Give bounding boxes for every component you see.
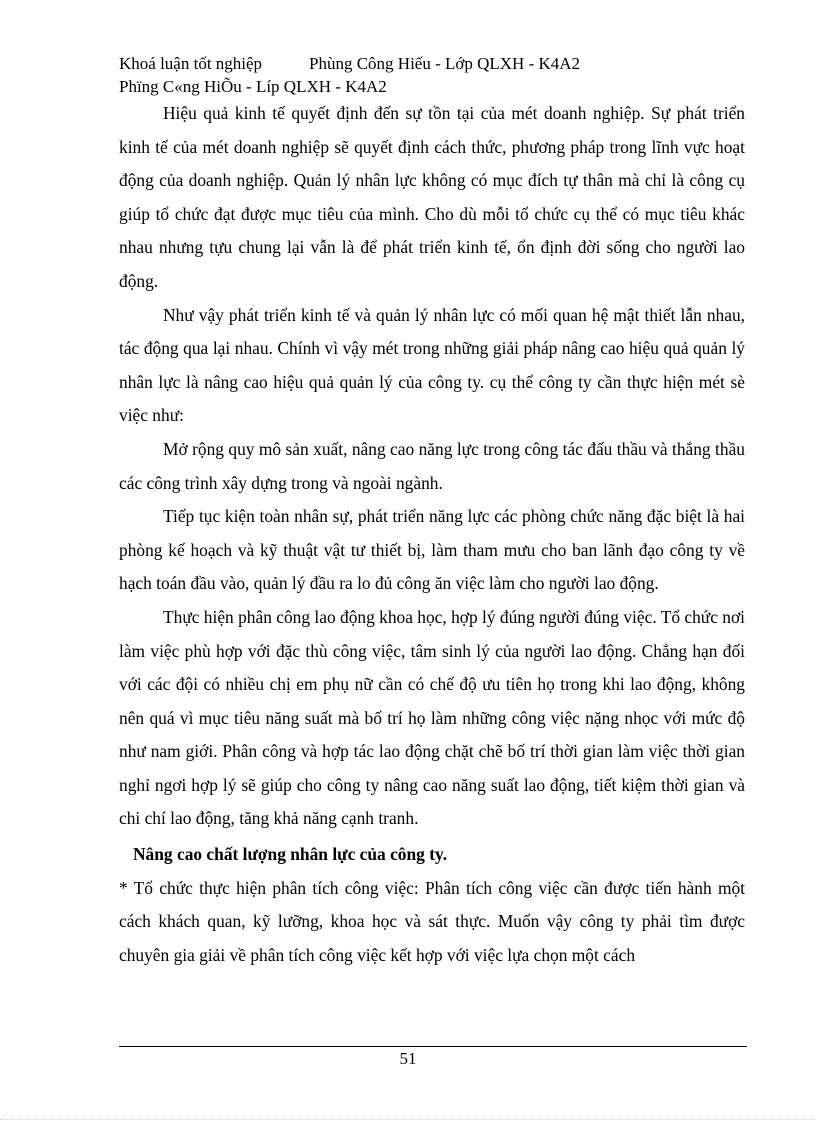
section-heading: Nâng cao chất lượng nhân lực của công ty.: [133, 844, 448, 865]
paragraph: Mở rộng quy mô sản xuất, nâng cao năng lực trong công tác đấu thầu và thắng thầu các công trình xây dựng trong và ngoài ngành.: [119, 438, 745, 493]
header-title: Khoá luận tốt nghiệp: [119, 54, 263, 73]
paragraph: Hiệu quả kinh tế quyết định đến sự tồn tại của mét doanh nghiệp. Sự phát triển kinh tế của mét doanh nghiệp sẽ quyết định cách thức, phương pháp trong lĩnh vực hoạt động của doanh nghiệp. Quản lý nhân lực không có mục đích tự thân mà chỉ là công cụ giúp tổ chức đạt được mục tiêu của mình. Cho dù mỗi tổ chức cụ thể có mục tiêu khác nhau nhưng tựu chung lại vẫn là để phát triển kinh tế, ổn định đời sống cho người lao động.: [119, 103, 745, 291]
running-header: [119, 52, 580, 75]
page-number: 51: [399, 1049, 417, 1068]
header-author: Phùng Công Hiếu - Lớp QLXH - K4A2: [309, 54, 581, 73]
page-bottom-border: [0, 1119, 816, 1120]
running-header-garbled: Phïng C«ng HiÕu - Líp QLXH - K4A2: [119, 77, 387, 96]
paragraph: Như vậy phát triển kinh tế và quản lý nhân lực có mối quan hệ mật thiết lẫn nhau, tác động qua lại nhau. Chính vì vậy mét trong những giải pháp nâng cao hiệu quả quản lý nhân lực là nâng cao hiệu quả quản lý của công ty. cụ thể công ty cần thực hiện mét sè việc như:: [119, 304, 745, 426]
paragraph: Thực hiện phân công lao động khoa học, hợp lý đúng người đúng việc. Tổ chức nơi làm việc phù hợp với đặc thù công việc, tâm sinh lý của người lao động. Chẳng hạn đối với các đội có nhiều chị em phụ nữ cần có chế độ ưu tiên họ trong khi lao động, không nên quá vì mục tiêu năng suất mà bố trí họ làm những công việc nặng nhọc với mức độ như nam giới. Phân công và hợp tác lao động chặt chẽ bố trí thời gian làm việc thời gian nghỉ ngơi hợp lý sẽ giúp cho công ty nâng cao năng suất lao động, tiết kiệm thời gian và chi chí lao động, tăng khả năng cạnh tranh.: [119, 606, 745, 829]
footer-divider: [119, 1046, 747, 1047]
bullet-paragraph: * Tổ chức thực hiện phân tích công việc: Phân tích công việc cần được tiến hành một cách khách quan, kỹ lưỡng, khoa học và sát thực. Muốn vậy công ty phải tìm được chuyên gia giải về phân tích công việc kết hợp với việc lựa chọn một cách: [119, 877, 745, 965]
body-text: [119, 97, 745, 972]
paragraph: Tiếp tục kiện toàn nhân sự, phát triển năng lực các phòng chức năng đặc biệt là hai phòng kế hoạch và kỹ thuật vật tư thiết bị, làm tham mưu cho ban lãnh đạo công ty về hạch toán đầu vào, quản lý đầu ra lo đủ công ăn việc làm cho người lao động.: [119, 506, 745, 594]
